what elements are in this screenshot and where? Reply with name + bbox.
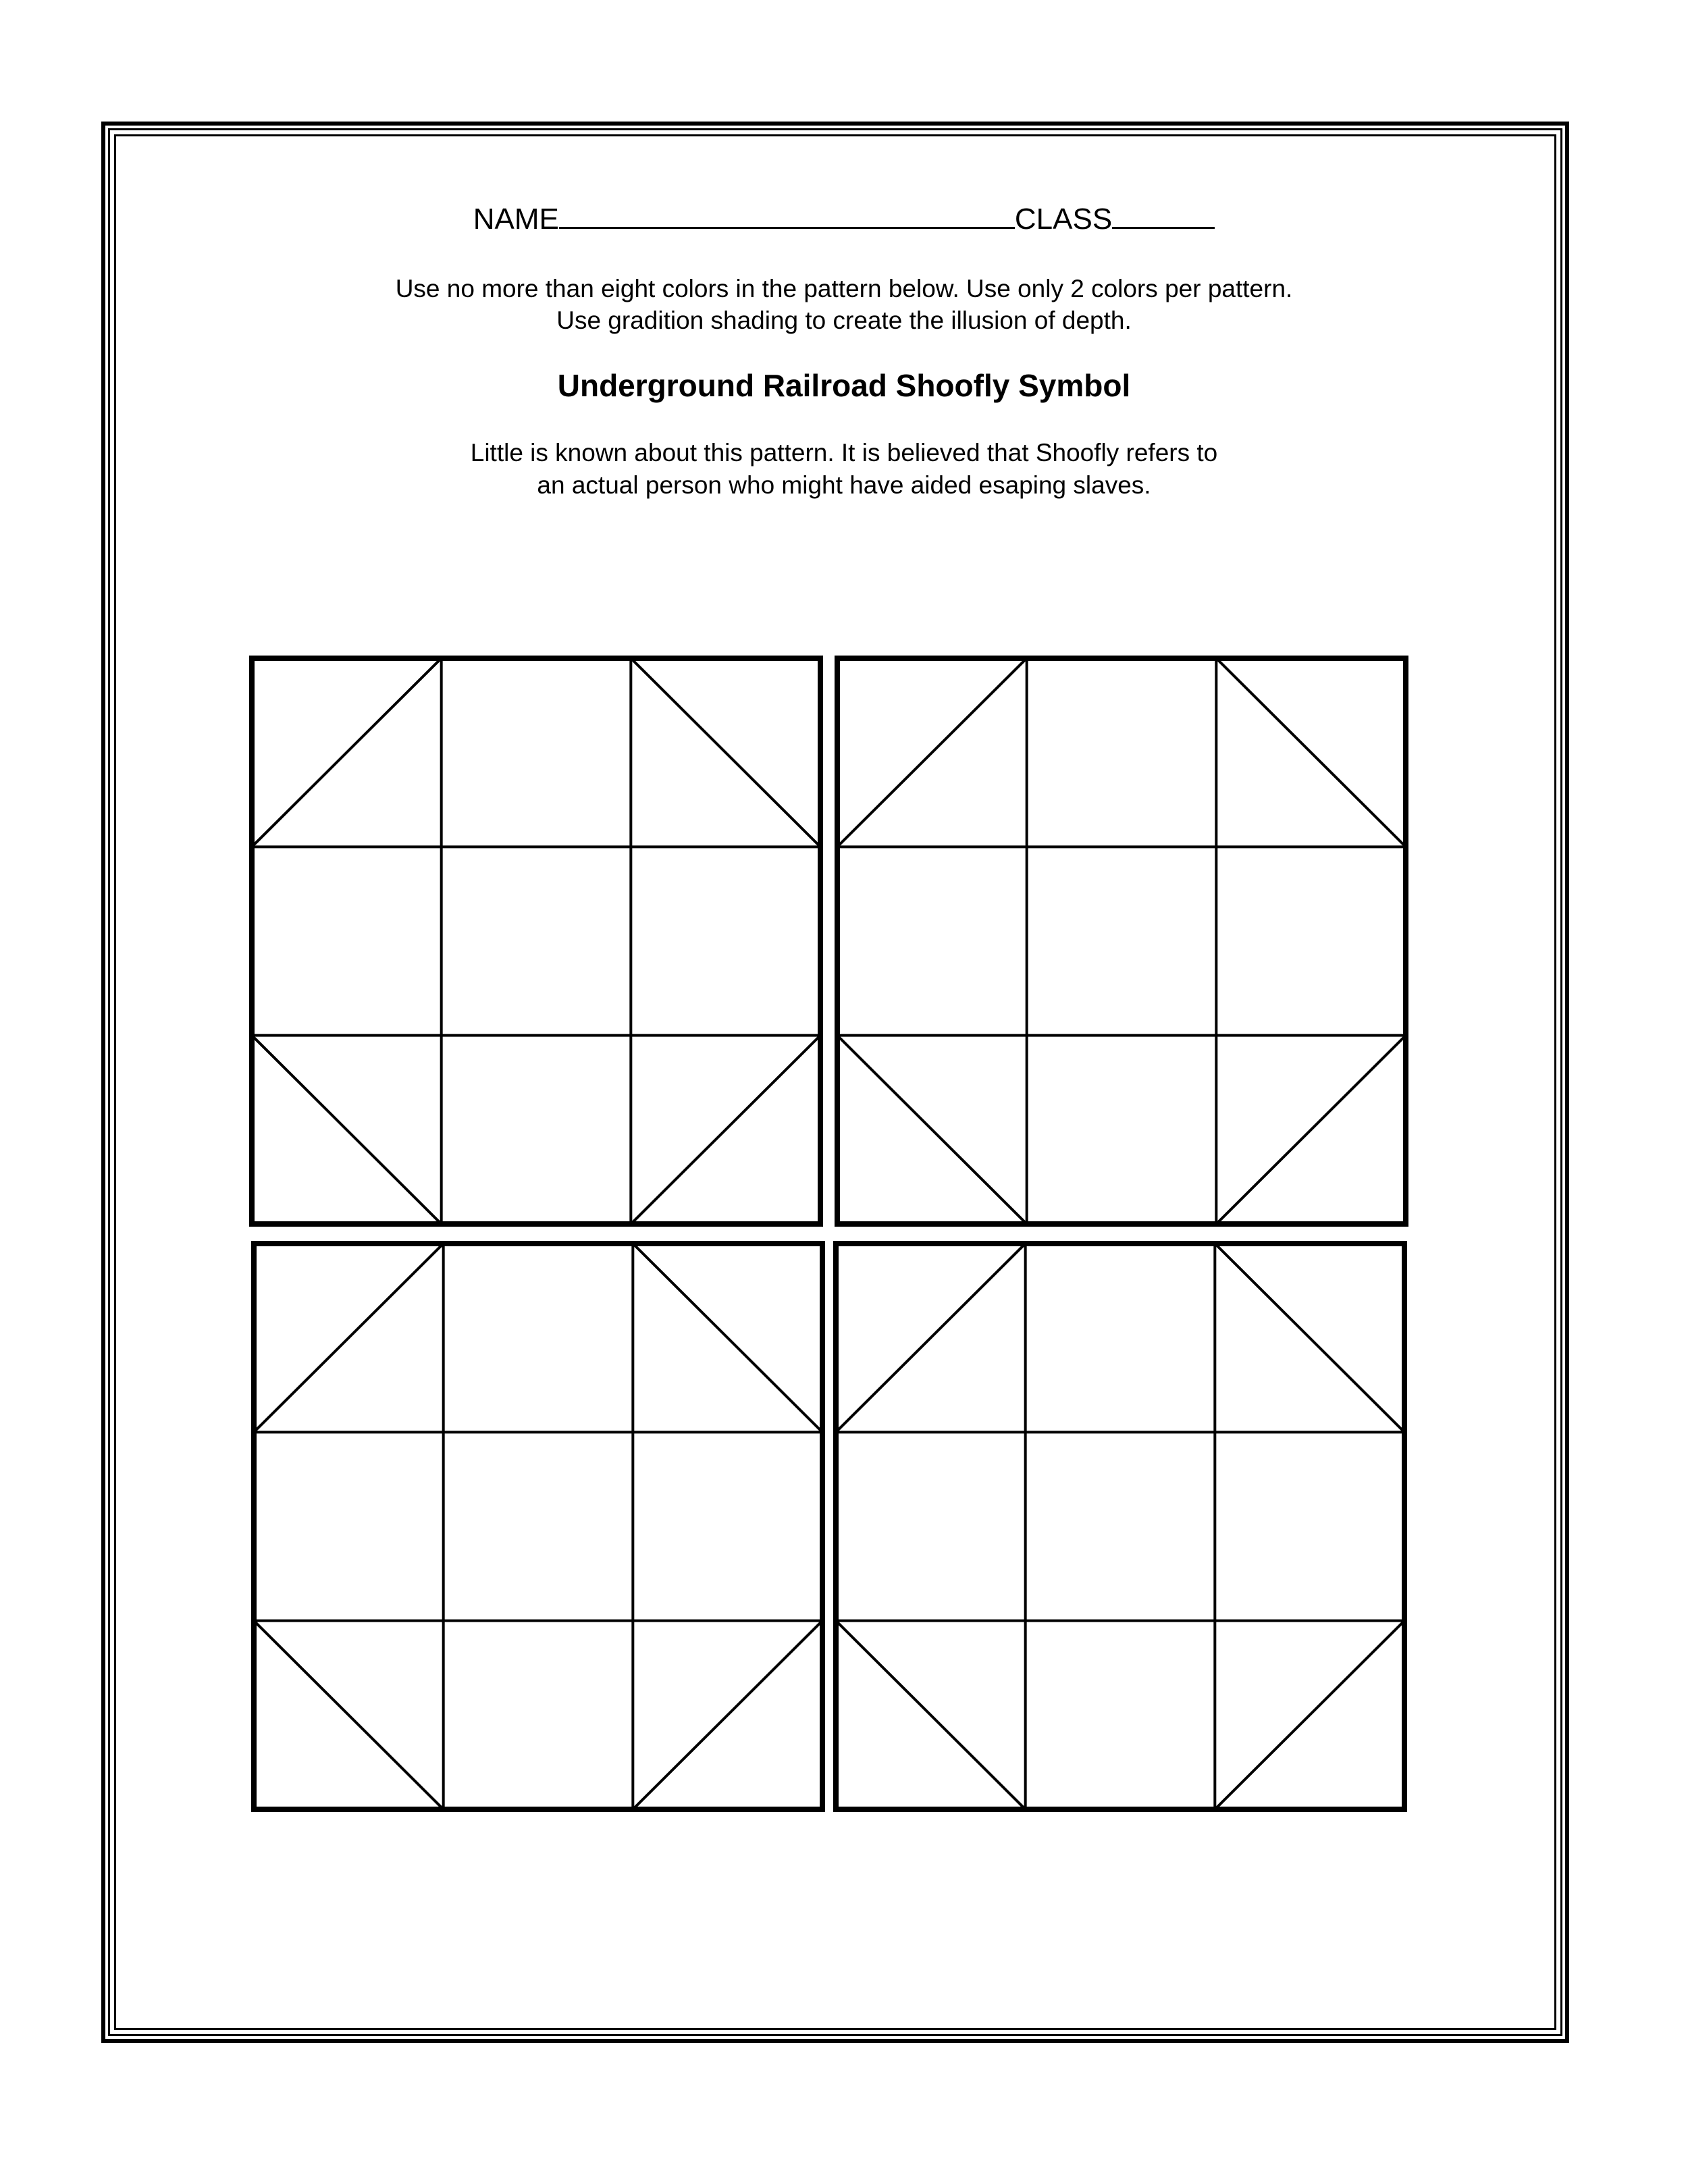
instructions-line-2: Use gradition shading to create the illusion of depth.: [556, 307, 1132, 334]
shoofly-block-4[interactable]: [836, 1244, 1404, 1809]
block-border: [254, 1244, 822, 1809]
description-line-2: an actual person who might have aided esaping slaves.: [537, 471, 1151, 499]
description-line-1: Little is known about this pattern. It is believed that Shoofly refers to: [470, 439, 1218, 467]
shoofly-block-3[interactable]: [254, 1244, 822, 1809]
page-title: Underground Railroad Shoofly Symbol: [557, 368, 1131, 403]
class-label: CLASS: [1014, 203, 1113, 236]
instructions-line-1: Use no more than eight colors in the pattern below. Use only 2 colors per pattern.: [395, 275, 1293, 302]
block-border: [836, 1244, 1404, 1809]
shoofly-block-1[interactable]: [252, 658, 820, 1224]
block-border: [837, 658, 1406, 1224]
block-border: [252, 658, 820, 1224]
shoofly-block-2[interactable]: [837, 658, 1406, 1224]
name-label: NAME: [473, 203, 559, 236]
